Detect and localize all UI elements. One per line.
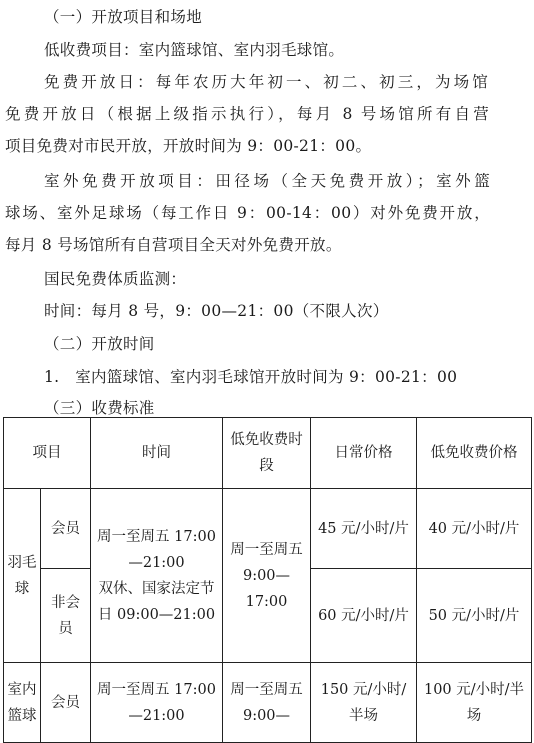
badminton-time: 周一至周五 17:00 —21:00 双休、国家法定节 日 09:00—21:00 <box>91 489 223 663</box>
header-item: 项目 <box>4 418 91 489</box>
low-fee-items: 低收费项目：室内篮球馆、室内羽毛球馆。 <box>44 41 345 59</box>
header-regular-price: 日常价格 <box>311 418 417 489</box>
basketball-time: 周一至周五 17:00 —21:00 <box>91 663 223 743</box>
badminton-name: 羽毛 球 <box>4 489 41 663</box>
section-heading-open-hours: （二）开放时间 <box>44 335 155 353</box>
basketball-member-label: 会员 <box>41 663 91 743</box>
free-day-paragraph-line-1: 免费开放日：每年农历大年初一、初二、初三，为场馆 <box>44 73 488 91</box>
free-day-paragraph-line-3: 项目免费对市民开放，开放时间为 9：00-21：00。 <box>5 137 372 155</box>
section-heading-open-items: （一）开放项目和场地 <box>44 8 203 26</box>
section-heading-fee-standard: （三）收费标准 <box>44 399 155 417</box>
fitness-monitoring-time: 时间：每月 8 号，9：00—21：00（不限人次） <box>44 302 389 320</box>
open-hours-item: 1. 室内篮球馆、室内羽毛球馆开放时间为 9：00-21：00 <box>44 368 458 386</box>
fee-table <box>3 417 532 743</box>
badminton-nonmember-low-free-price: 50 元/小时/片 <box>417 569 532 663</box>
free-day-paragraph-line-2: 免费开放日（根据上级指示执行），每月 8 号场馆所有自营 <box>5 105 489 123</box>
badminton-nonmember-label: 非会 员 <box>41 569 91 663</box>
basketball-low-free-period: 周一至周五 9:00— <box>223 663 311 743</box>
basketball-member-regular-price: 150 元/小时/ 半场 <box>311 663 417 743</box>
badminton-member-low-free-price: 40 元/小时/片 <box>417 489 532 569</box>
fee-table-header-row <box>4 418 532 489</box>
basketball-member-low-free-price: 100 元/小时/半 场 <box>417 663 532 743</box>
outdoor-paragraph-line-3: 每月 8 号场馆所有自营项目全天对外免费开放。 <box>5 236 342 254</box>
outdoor-paragraph-line-1: 室外免费开放项目：田径场（全天免费开放）；室外篮 <box>44 172 490 190</box>
outdoor-paragraph-line-2: 球场、室外足球场（每工作日 9：00-14：00）对外免费开放， <box>5 204 490 222</box>
table-row-badminton-member <box>4 489 532 569</box>
header-low-free-period: 低免收费时 段 <box>223 418 311 489</box>
header-low-free-price: 低免收费价格 <box>417 418 532 489</box>
basketball-name: 室内 篮球 <box>4 663 41 743</box>
header-time: 时间 <box>91 418 223 489</box>
badminton-nonmember-regular-price: 60 元/小时/片 <box>311 569 417 663</box>
badminton-low-free-period: 周一至周五 9:00— 17:00 <box>223 489 311 663</box>
badminton-member-regular-price: 45 元/小时/片 <box>311 489 417 569</box>
badminton-member-label: 会员 <box>41 489 91 569</box>
table-row-basketball-member <box>4 663 532 743</box>
fitness-monitoring-title: 国民免费体质监测： <box>44 270 187 288</box>
